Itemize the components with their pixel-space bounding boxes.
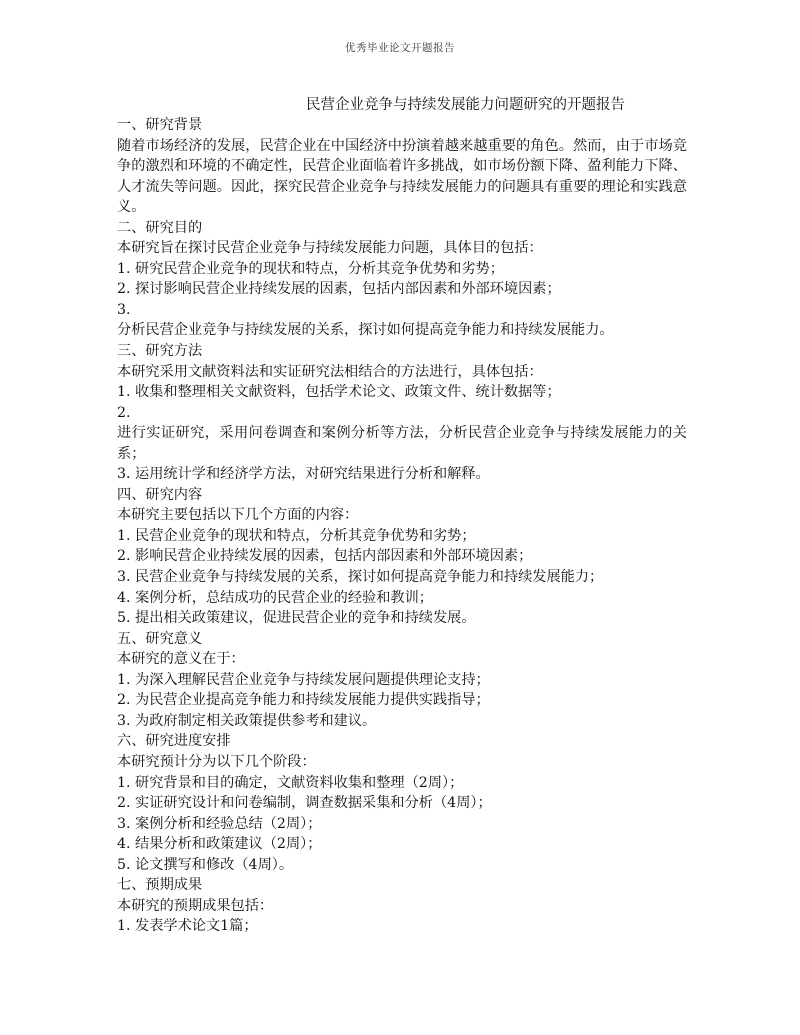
section-heading-content: 四、研究内容 [117, 486, 203, 503]
list-item: 2. 影响民营企业持续发展的因素，包括内部因素和外部环境因素； [117, 548, 533, 565]
section-heading-method: 三、研究方法 [117, 343, 203, 360]
list-item: 分析民营企业竞争与持续发展的关系，探讨如何提高竞争能力和持续发展能力。 [117, 322, 614, 339]
list-item: 2. 为民营企业提高竞争能力和持续发展能力提供实践指导； [117, 692, 490, 709]
section-heading-purpose: 二、研究目的 [117, 219, 203, 236]
outcomes-intro: 本研究的预期成果包括： [117, 897, 274, 914]
method-intro: 本研究采用文献资料法和实证研究法相结合的方法进行，具体包括： [117, 363, 543, 380]
list-item-number: 2. [117, 404, 131, 421]
list-item: 5. 提出相关政策建议，促进民营企业的竞争和持续发展。 [117, 610, 476, 627]
section-heading-outcomes: 七、预期成果 [117, 877, 203, 894]
significance-intro: 本研究的意义在于： [117, 651, 245, 668]
list-item: 2. 实证研究设计和问卷编制，调查数据采集和分析（4周）； [117, 795, 492, 812]
document-title: 民营企业竞争与持续发展能力问题研究的开题报告 [306, 97, 625, 113]
schedule-intro: 本研究预计分为以下几个阶段： [117, 753, 316, 770]
section-heading-significance: 五、研究意义 [117, 630, 203, 647]
list-item: 3. 为政府制定相关政策提供参考和建议。 [117, 712, 377, 729]
list-item: 5. 论文撰写和修改（4周）。 [117, 856, 294, 873]
section-heading-background: 一、研究背景 [117, 117, 203, 133]
list-item: 1. 研究民营企业竞争的现状和特点，分析其竞争优势和劣势； [117, 260, 504, 277]
list-item: 2. 探讨影响民营企业持续发展的因素，包括内部因素和外部环境因素； [117, 281, 561, 298]
list-item: 1. 发表学术论文1篇； [117, 918, 258, 935]
document-body [117, 115, 687, 937]
list-item: 进行实证研究，采用问卷调查和案例分析等方法，分析民营企业竞争与持续发展能力的关系； [117, 425, 687, 462]
list-item: 4. 案例分析，总结成功的民营企业的经验和教训； [117, 589, 433, 606]
list-item: 4. 结果分析和政策建议（2周）； [117, 836, 322, 853]
section-heading-schedule: 六、研究进度安排 [117, 733, 231, 750]
list-item: 1. 为深入理解民营企业竞争与持续发展问题提供理论支持； [117, 671, 490, 688]
background-paragraph: 随着市场经济的发展，民营企业在中国经济中扮演着越来越重要的角色。然而，由于市场竞争的激烈和环境的不确定性，民营企业面临着许多挑战，如市场份额下降、盈利能力下降、人才流失等问题。因此，探究民营企业竞争与持续发展能力的问题具有重要的理论和实践意义。 [117, 137, 687, 216]
list-item-number: 3. [117, 301, 131, 318]
content-intro: 本研究主要包括以下几个方面的内容： [117, 507, 359, 524]
list-item: 3. 运用统计学和经济学方法，对研究结果进行分析和解释。 [117, 466, 490, 483]
running-header: 优秀毕业论文开题报告 [345, 42, 455, 54]
list-item: 3. 案例分析和经验总结（2周）； [117, 815, 322, 832]
list-item: 3. 民营企业竞争与持续发展的关系，探讨如何提高竞争能力和持续发展能力； [117, 569, 604, 586]
purpose-intro: 本研究旨在探讨民营企业竞争与持续发展能力问题，具体目的包括： [117, 240, 543, 257]
list-item: 1. 研究背景和目的确定，文献资料收集和整理（2周）； [117, 774, 464, 791]
list-item: 1. 收集和整理相关文献资料，包括学术论文、政策文件、统计数据等； [117, 384, 561, 401]
list-item: 1. 民营企业竞争的现状和特点，分析其竞争优势和劣势； [117, 527, 476, 544]
